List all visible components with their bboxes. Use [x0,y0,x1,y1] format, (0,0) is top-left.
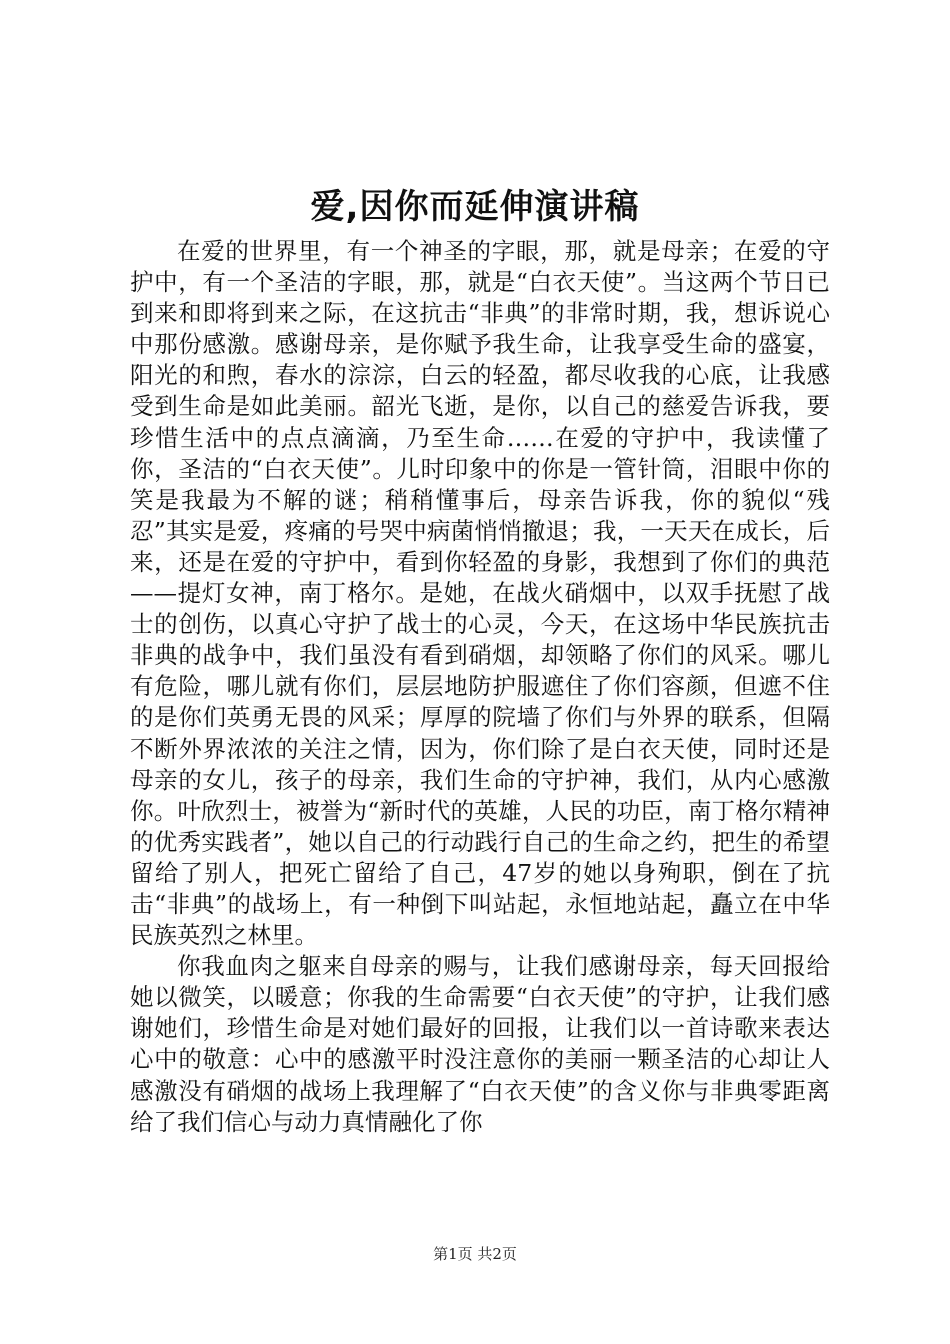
page-footer: 第1页 共2页 [433,1245,517,1263]
document-body [130,236,830,1138]
document-title: 爱,因你而延伸演讲稿 [310,187,640,227]
paragraph-2: 你我血肉之躯来自母亲的赐与，让我们感谢母亲，每天回报给她以微笑，以暖意；你我的生命需要“白衣天使”的守护，让我们感谢她们，珍惜生命是对她们最好的回报，让我们以一首诗歌来表达心中的敬意：心中的感激平时没注意你的美丽一颗圣洁的心却让人感激没有硝烟的战场上我理解了“白衣天使”的含义你与非典零距离给了我们信心与动力真情融化了你 [130,952,830,1136]
paragraph-1: 在爱的世界里，有一个神圣的字眼，那，就是母亲；在爱的守护中，有一个圣洁的字眼，那，就是“白衣天使”。当这两个节日已到来和即将到来之际，在这抗击“非典”的非常时期，我，想诉说心中那份感激。感谢母亲，是你赋予我生命，让我享受生命的盛宴，阳光的和煦，春水的淙淙，白云的轻盈，都尽收我的心底，让我感受到生命是如此美丽。韶光飞逝，是你，以自己的慈爱告诉我，要珍惜生活中的点点滴滴，乃至生命……在爱的守护中，我读懂了你，圣洁的“白衣天使”。儿时印象中的你是一管针筒，泪眼中你的笑是我最为不解的谜；稍稍懂事后，母亲告诉我，你的貌似“残忍”其实是爱，疼痛的号哭中病菌悄悄撤退；我，一天天在成长，后来，还是在爱的守护中，看到你轻盈的身影，我想到了你们的典范——提灯女神，南丁格尔。是她，在战火硝烟中，以双手抚慰了战士的创伤，以真心守护了战士的心灵，今天，在这场中华民族抗击非典的战争中，我们虽没有看到硝烟，却领略了你们的风采。哪儿有危险，哪儿就有你们，层层地防护服遮住了你们容颜，但遮不住的是你们英勇无畏的风采；厚厚的院墙了你们与外界的联系，但隔不断外界浓浓的关注之情，因为，你们除了是白衣天使，同时还是母亲的女儿，孩子的母亲，我们生命的守护神，我们，从内心感激你。叶欣烈士，被誉为“新时代的英雄，人民的功臣，南丁格尔精神的优秀实践者”，她以自己的行动践行自己的生命之约，把生的希望留给了别人，把死亡留给了自己，47岁的她以身殉职，倒在了抗击“非典”的战场上，有一种倒下叫站起，永恒地站起，矗立在中华民族英烈之林里。 [130,237,830,950]
